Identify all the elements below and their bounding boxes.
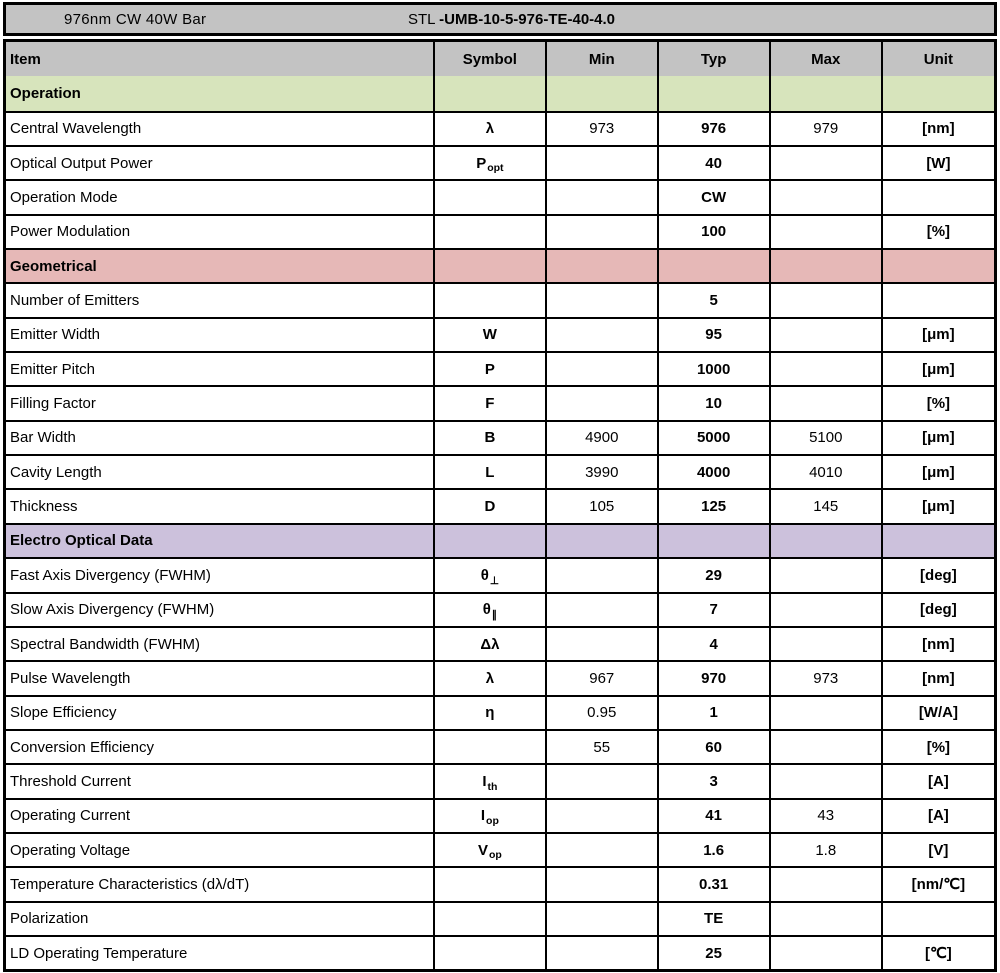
symbol-base: Δλ bbox=[480, 635, 500, 653]
table-row bbox=[6, 901, 994, 935]
cell-typ bbox=[657, 76, 769, 110]
cell-symbol bbox=[433, 525, 545, 557]
cell-typ: 4 bbox=[657, 628, 769, 660]
table-row bbox=[6, 798, 994, 832]
cell-item: Operating Voltage bbox=[10, 841, 131, 859]
model-prefix: STL bbox=[408, 10, 440, 28]
cell-symbol bbox=[433, 559, 545, 591]
cell-min bbox=[545, 903, 657, 935]
column-header-item: Item bbox=[10, 50, 41, 68]
cell-min bbox=[545, 76, 657, 110]
table-row bbox=[6, 317, 994, 351]
table-row bbox=[6, 832, 994, 866]
cell-symbol bbox=[433, 216, 545, 248]
cell-item: Power Modulation bbox=[10, 223, 131, 241]
cell-symbol bbox=[433, 868, 545, 900]
cell-max bbox=[769, 594, 881, 626]
cell-symbol bbox=[433, 353, 545, 385]
symbol-subscript: opt bbox=[487, 162, 504, 175]
table-row bbox=[6, 145, 994, 179]
cell-item: Emitter Width bbox=[10, 326, 101, 344]
cell-min bbox=[545, 765, 657, 797]
cell-item: Central Wavelength bbox=[10, 120, 142, 138]
table-row bbox=[6, 660, 994, 694]
table-row bbox=[6, 488, 994, 522]
cell-max bbox=[769, 76, 881, 110]
cell-max bbox=[769, 731, 881, 763]
cell-symbol bbox=[433, 697, 545, 729]
cell-symbol bbox=[433, 422, 545, 454]
cell-symbol bbox=[433, 594, 545, 626]
cell-unit bbox=[881, 76, 994, 110]
symbol-base: W bbox=[482, 326, 497, 344]
cell-max: 973 bbox=[769, 662, 881, 694]
cell-item: Pulse Wavelength bbox=[10, 669, 131, 687]
cell-max bbox=[769, 765, 881, 797]
table-row bbox=[6, 351, 994, 385]
symbol-base: θ bbox=[482, 601, 491, 619]
cell-item: Polarization bbox=[10, 910, 89, 928]
cell-item: Bar Width bbox=[10, 429, 76, 447]
title-bar bbox=[3, 2, 997, 36]
table-row bbox=[6, 626, 994, 660]
cell-unit: [deg] bbox=[881, 594, 994, 626]
symbol-base: I bbox=[482, 772, 487, 790]
cell-min bbox=[545, 250, 657, 282]
cell-item: Conversion Efficiency bbox=[10, 738, 154, 756]
cell-item: Emitter Pitch bbox=[10, 360, 96, 378]
cell-max bbox=[769, 250, 881, 282]
cell-unit: [nm] bbox=[881, 628, 994, 660]
symbol-base: L bbox=[485, 463, 495, 481]
cell-max bbox=[769, 284, 881, 316]
cell-min bbox=[545, 525, 657, 557]
cell-symbol bbox=[433, 628, 545, 660]
table-row bbox=[6, 385, 994, 419]
cell-typ: 100 bbox=[657, 216, 769, 248]
cell-typ: 95 bbox=[657, 319, 769, 351]
cell-typ: 25 bbox=[657, 937, 769, 969]
cell-unit bbox=[881, 525, 994, 557]
cell-item: Filling Factor bbox=[10, 395, 96, 413]
symbol-base: D bbox=[484, 498, 496, 516]
cell-unit bbox=[881, 284, 994, 316]
cell-min: 4900 bbox=[545, 422, 657, 454]
cell-min bbox=[545, 216, 657, 248]
table-header-row bbox=[6, 42, 994, 76]
cell-typ: 7 bbox=[657, 594, 769, 626]
table-row bbox=[6, 866, 994, 900]
cell-min: 967 bbox=[545, 662, 657, 694]
cell-max bbox=[769, 937, 881, 969]
symbol-base: η bbox=[485, 704, 495, 722]
cell-item: Spectral Bandwidth (FWHM) bbox=[10, 635, 201, 653]
cell-item: Operation Mode bbox=[10, 189, 118, 207]
table-row bbox=[6, 935, 994, 969]
cell-min bbox=[545, 319, 657, 351]
cell-typ: 3 bbox=[657, 765, 769, 797]
symbol-base: V bbox=[477, 841, 488, 859]
cell-typ: 5 bbox=[657, 284, 769, 316]
cell-symbol bbox=[433, 834, 545, 866]
cell-item: Slope Efficiency bbox=[10, 704, 117, 722]
cell-unit: [deg] bbox=[881, 559, 994, 591]
cell-unit: [A] bbox=[881, 800, 994, 832]
product-name: 976nm CW 40W Bar bbox=[64, 10, 207, 28]
column-header-min: Min bbox=[545, 42, 657, 76]
cell-unit: [V] bbox=[881, 834, 994, 866]
cell-max: 43 bbox=[769, 800, 881, 832]
table-row bbox=[6, 179, 994, 213]
cell-typ bbox=[657, 250, 769, 282]
cell-max bbox=[769, 697, 881, 729]
cell-typ: 41 bbox=[657, 800, 769, 832]
cell-unit: [W/A] bbox=[881, 697, 994, 729]
cell-unit: [μm] bbox=[881, 319, 994, 351]
cell-min bbox=[545, 594, 657, 626]
cell-max bbox=[769, 525, 881, 557]
cell-min bbox=[545, 868, 657, 900]
symbol-base: I bbox=[480, 807, 486, 825]
cell-typ: 1 bbox=[657, 697, 769, 729]
table-row bbox=[6, 592, 994, 626]
cell-typ: CW bbox=[657, 181, 769, 213]
table-row bbox=[6, 282, 994, 316]
cell-max: 4010 bbox=[769, 456, 881, 488]
cell-item: Temperature Characteristics (dλ/dT) bbox=[10, 875, 250, 893]
cell-min bbox=[545, 800, 657, 832]
column-header-max: Max bbox=[769, 42, 881, 76]
table-row bbox=[6, 111, 994, 145]
cell-min bbox=[545, 834, 657, 866]
cell-symbol bbox=[433, 937, 545, 969]
cell-symbol bbox=[433, 765, 545, 797]
cell-max bbox=[769, 628, 881, 660]
cell-item: Number of Emitters bbox=[10, 292, 140, 310]
cell-unit: [A] bbox=[881, 765, 994, 797]
cell-item: Fast Axis Divergency (FWHM) bbox=[10, 566, 211, 584]
model-suffix: -UMB-10-5-976-TE-40-4.0 bbox=[439, 10, 616, 28]
section-row bbox=[6, 76, 994, 110]
table-row bbox=[6, 557, 994, 591]
cell-typ: 1.6 bbox=[657, 834, 769, 866]
cell-symbol bbox=[433, 147, 545, 179]
symbol-base: λ bbox=[485, 669, 495, 687]
spec-table bbox=[3, 39, 997, 972]
cell-typ: 40 bbox=[657, 147, 769, 179]
cell-min bbox=[545, 147, 657, 179]
cell-unit: [%] bbox=[881, 216, 994, 248]
cell-symbol bbox=[433, 113, 545, 145]
cell-max bbox=[769, 216, 881, 248]
cell-item: Optical Output Power bbox=[10, 154, 153, 172]
symbol-subscript: op bbox=[488, 849, 502, 862]
table-body bbox=[6, 76, 994, 969]
cell-typ: 1000 bbox=[657, 353, 769, 385]
cell-unit bbox=[881, 250, 994, 282]
cell-max bbox=[769, 387, 881, 419]
cell-min bbox=[545, 181, 657, 213]
cell-unit: [μm] bbox=[881, 353, 994, 385]
cell-symbol bbox=[433, 250, 545, 282]
symbol-subscript: ⊥ bbox=[489, 574, 499, 587]
cell-max bbox=[769, 868, 881, 900]
cell-item: Thickness bbox=[10, 498, 78, 516]
cell-min: 3990 bbox=[545, 456, 657, 488]
cell-typ: 976 bbox=[657, 113, 769, 145]
cell-item: Operation bbox=[10, 85, 81, 103]
cell-item: Operating Current bbox=[10, 807, 131, 825]
cell-min bbox=[545, 559, 657, 591]
cell-min bbox=[545, 937, 657, 969]
cell-unit: [W] bbox=[881, 147, 994, 179]
cell-min: 0.95 bbox=[545, 697, 657, 729]
cell-max: 145 bbox=[769, 490, 881, 522]
cell-typ: 10 bbox=[657, 387, 769, 419]
cell-symbol bbox=[433, 800, 545, 832]
cell-min bbox=[545, 284, 657, 316]
cell-item: Electro Optical Data bbox=[10, 532, 153, 550]
cell-max bbox=[769, 181, 881, 213]
symbol-base: B bbox=[484, 429, 496, 447]
cell-typ: 5000 bbox=[657, 422, 769, 454]
symbol-subscript: ∥ bbox=[491, 608, 498, 621]
cell-typ: 4000 bbox=[657, 456, 769, 488]
column-header-typ: Typ bbox=[657, 42, 769, 76]
cell-min: 55 bbox=[545, 731, 657, 763]
symbol-subscript: op bbox=[486, 814, 499, 827]
cell-symbol bbox=[433, 903, 545, 935]
cell-item: Geometrical bbox=[10, 257, 97, 275]
cell-symbol bbox=[433, 284, 545, 316]
cell-symbol bbox=[433, 731, 545, 763]
cell-min: 105 bbox=[545, 490, 657, 522]
column-header-unit: Unit bbox=[881, 42, 994, 76]
cell-symbol bbox=[433, 662, 545, 694]
cell-typ: 60 bbox=[657, 731, 769, 763]
symbol-base: F bbox=[485, 395, 495, 413]
cell-max bbox=[769, 319, 881, 351]
cell-symbol bbox=[433, 456, 545, 488]
cell-symbol bbox=[433, 181, 545, 213]
model-number bbox=[408, 11, 615, 28]
cell-min: 973 bbox=[545, 113, 657, 145]
cell-typ bbox=[657, 525, 769, 557]
symbol-base: θ bbox=[480, 566, 489, 584]
table-row bbox=[6, 454, 994, 488]
section-row bbox=[6, 523, 994, 557]
cell-typ: 125 bbox=[657, 490, 769, 522]
cell-min bbox=[545, 387, 657, 419]
symbol-base: P bbox=[484, 360, 495, 378]
cell-item: Threshold Current bbox=[10, 772, 131, 790]
cell-unit: [μm] bbox=[881, 422, 994, 454]
cell-unit bbox=[881, 181, 994, 213]
cell-unit bbox=[881, 903, 994, 935]
cell-max: 1.8 bbox=[769, 834, 881, 866]
cell-item: Slow Axis Divergency (FWHM) bbox=[10, 601, 215, 619]
cell-max bbox=[769, 559, 881, 591]
cell-max bbox=[769, 353, 881, 385]
table-row bbox=[6, 695, 994, 729]
table-row bbox=[6, 729, 994, 763]
cell-unit: [μm] bbox=[881, 490, 994, 522]
cell-item: LD Operating Temperature bbox=[10, 944, 188, 962]
cell-unit: [nm/℃] bbox=[881, 868, 994, 900]
cell-item: Cavity Length bbox=[10, 463, 102, 481]
table-row bbox=[6, 214, 994, 248]
cell-unit: [nm] bbox=[881, 662, 994, 694]
table-row bbox=[6, 420, 994, 454]
cell-typ: 29 bbox=[657, 559, 769, 591]
table-row bbox=[6, 763, 994, 797]
cell-symbol bbox=[433, 319, 545, 351]
cell-max bbox=[769, 903, 881, 935]
cell-unit: [%] bbox=[881, 731, 994, 763]
cell-unit: [μm] bbox=[881, 456, 994, 488]
symbol-subscript: th bbox=[487, 780, 498, 793]
cell-typ: TE bbox=[657, 903, 769, 935]
cell-symbol bbox=[433, 76, 545, 110]
cell-symbol bbox=[433, 387, 545, 419]
cell-unit: [℃] bbox=[881, 937, 994, 969]
cell-min bbox=[545, 353, 657, 385]
cell-typ: 0.31 bbox=[657, 868, 769, 900]
section-row bbox=[6, 248, 994, 282]
cell-typ: 970 bbox=[657, 662, 769, 694]
cell-max bbox=[769, 147, 881, 179]
cell-symbol bbox=[433, 490, 545, 522]
cell-unit: [%] bbox=[881, 387, 994, 419]
cell-max: 979 bbox=[769, 113, 881, 145]
cell-min bbox=[545, 628, 657, 660]
cell-max: 5100 bbox=[769, 422, 881, 454]
symbol-base: λ bbox=[485, 120, 495, 138]
column-header-symbol: Symbol bbox=[433, 42, 545, 76]
symbol-base: P bbox=[476, 154, 487, 172]
cell-unit: [nm] bbox=[881, 113, 994, 145]
